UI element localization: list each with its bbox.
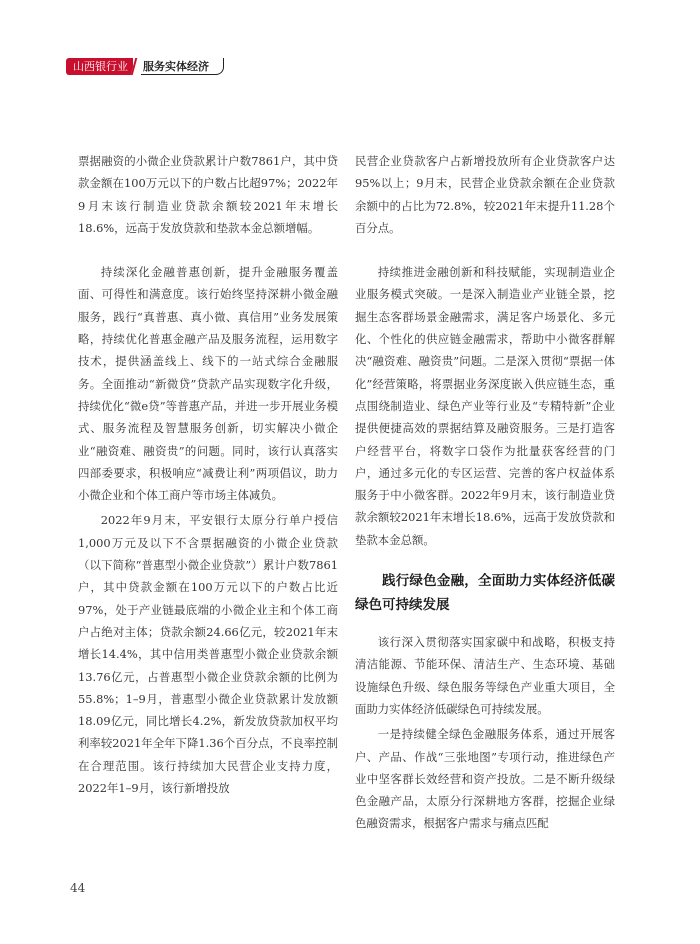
right-column [355, 150, 615, 835]
header-section-title: 服务实体经济 [141, 58, 215, 75]
right-paragraph-4: 一是持续健全绿色金融服务体系，通过开展客户、产品、作战“三张地图”专项行动，推进绿色产业中坚客群长效经营和资产投放。二是不断升级绿色金融产品，太原分行深耕地方客群，挖掘企业绿色融资需求，根据客户需求与痛点匹配 [355, 727, 615, 831]
left-paragraph-2: 持续深化金融普惠创新，提升金融服务覆盖面、可得性和满意度。该行始终坚持深耕小微金融服务，践行“真普惠、真小微、真信用”业务发展策略，持续优化普惠金融产品及服务流程，运用数字技术，提供涵盖线上、线下的一站式综合金融服务。全面推动“新微贷”贷款产品实现数字化升级，持续优化“微e贷”等普惠产品，并进一步开展业务模式、服务流程及智慧服务创新，切实解决小微企业“融资难、融资贵”的问题。同时，该行认真落实四部委要求，积极响应“减费让利”两项倡议，助力小微企业和个体工商户等市场主体减负。 [78, 265, 338, 503]
section-header-tag [66, 58, 224, 75]
left-column [78, 150, 338, 799]
header-bank-label: 山西银行业 [66, 58, 133, 75]
left-paragraph-1: 票据融资的小微企业贷款累计户数7861户，其中贷款金额在100万元以下的户数占比超97%；2022年9月末该行制造业贷款余额较2021年末增长18.6%，远高于发放贷款和垫款本金总额增幅。 [78, 154, 338, 235]
right-paragraph-3: 该行深入贯彻落实国家碳中和战略，积极支持清洁能源、节能环保、清洁生产、生态环境、基础设施绿色升级、绿色服务等绿色产业重大项目，全面助力实体经济低碳绿色可持续发展。 [355, 635, 615, 716]
right-paragraph-2: 持续推进金融创新和科技赋能，实现制造业企业服务模式突破。一是深入制造业产业链全景，挖掘生态客群场景金融需求，满足客户场景化、多元化、个性化的供应链金融需求，帮助中小微客群解决“融资难、融资贵”问题。二是深入贯彻“票据一体化”经营策略，将票据业务深度嵌入供应链生态，重点围绕制造业、绿色产业等行业及“专精特新”企业提供便捷高效的票据结算及融资服务。三是打造客户经营平台，将数字口袋作为批量获客经营的门户，通过多元化的专区运营、完善的客户权益体系服务于中小微客群。2022年9月末，该行制造业贷款余额较2021年末增长18.6%，远高于发放贷款和垫款本金总额。 [355, 265, 615, 547]
left-paragraph-3: 2022年9月末，平安银行太原分行单户授信1,000万元及以下不含票据融资的小微企业贷款（以下简称“普惠型小微企业贷款”）累计户数7861户，其中贷款金额在100万元以下的户数占比近97%，处于产业链最底端的小微企业主和个体工商户占绝对主体；贷款余额24.66亿元，较2021年末增长14.4%，其中信用类普惠型小微企业贷款余额13.76亿元，占普惠型小微企业贷款余额的比例为55.8%；1–9月，普惠型小微企业贷款累计发放额18.09亿元，同比增长4.2%，新发放贷款加权平均利率较2021年全年下降1.36个百分点，不良率控制在合理范围。该行持续加大民营企业支持力度，2022年1–9月，该行新增投放 [78, 513, 338, 796]
section-heading: 践行绿色金融，全面助力实体经济低碳绿色可持续发展 [355, 573, 615, 614]
header-underline-hook [215, 58, 224, 75]
right-paragraph-1: 民营企业贷款客户占新增投放所有企业贷款客户达95%以上；9月末，民营企业贷款余额在企业贷款余额中的占比为72.8%，较2021年末提升11.28个百分点。 [355, 154, 615, 235]
page-number: 44 [70, 881, 86, 895]
